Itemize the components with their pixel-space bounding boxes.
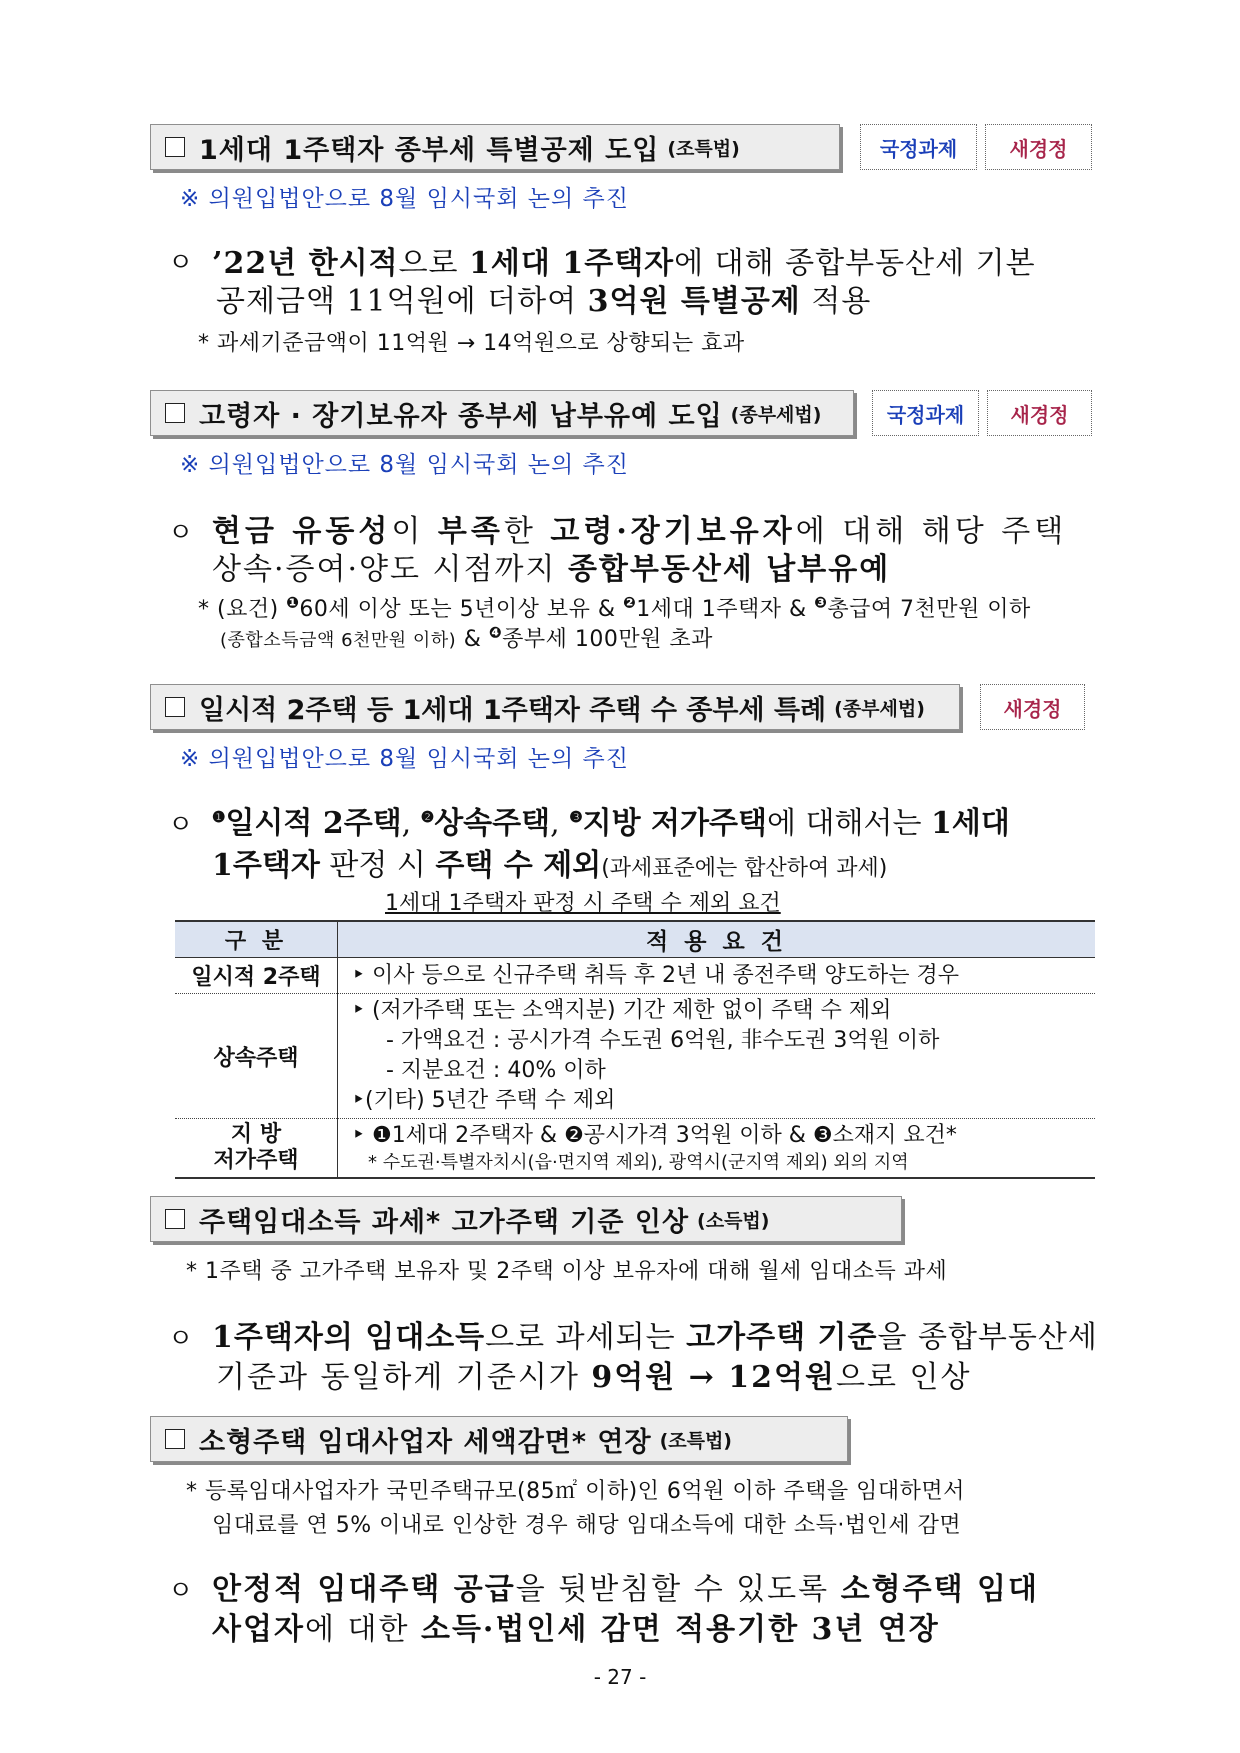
emphasis: 9억원 → 12억원 xyxy=(591,1360,836,1395)
emphasis: 현금 유동성 xyxy=(212,514,392,549)
bullet-icon: ㅇ xyxy=(168,1576,194,1606)
row-items xyxy=(338,994,1096,1119)
emphasis: 사업자 xyxy=(212,1612,305,1647)
row-items xyxy=(338,1119,1096,1179)
text: , xyxy=(401,806,421,841)
table-row xyxy=(175,994,1095,1119)
circled-number: ❷ xyxy=(420,808,435,826)
text: 에 대해 종합부동산세 기본 xyxy=(674,246,1036,281)
text: 에 대한 xyxy=(304,1612,421,1647)
section-note: ※ 의원입법안으로 8월 임시국회 논의 추진 xyxy=(180,746,629,772)
text: 1세대 1주택자 & xyxy=(636,597,815,622)
tag-new-gov: 새경정 xyxy=(980,684,1085,730)
emphasis: 소득·법인세 감면 적용기한 3년 연장 xyxy=(420,1612,940,1647)
checkbox-icon xyxy=(165,1209,185,1229)
row-item: ‣(기타) 5년간 주택 수 제외 xyxy=(352,1088,616,1113)
section-note: ※ 의원입법안으로 8월 임시국회 논의 추진 xyxy=(180,452,629,478)
emphasis: ’22년 한시적 xyxy=(212,246,399,281)
emphasis: 3억원 특별공제 xyxy=(587,284,801,319)
footnote xyxy=(198,592,1031,623)
table-header: 구 분 xyxy=(175,921,338,958)
checkbox-icon xyxy=(165,697,185,717)
table-header: 적 용 요 건 xyxy=(338,921,1096,958)
checkbox-icon xyxy=(165,137,185,157)
row-item: - 지분요건 : 40% 이하 xyxy=(386,1058,606,1083)
section-law: (종부세법) xyxy=(730,403,822,426)
circled-number: ❸ xyxy=(569,808,583,826)
text: & xyxy=(456,627,489,652)
section-title: 주택임대소득 과세* 고가주택 기준 인상 xyxy=(199,1206,690,1238)
emphasis: 종합부동산세 납부유예 xyxy=(567,552,891,587)
text: 한 xyxy=(503,514,551,549)
emphasis: 일시적 2주택 xyxy=(225,806,402,841)
text: 을 종합부동산세 xyxy=(877,1320,1098,1355)
circled-number: ❸ xyxy=(814,593,828,612)
emphasis: 지방 저가주택 xyxy=(582,806,767,841)
page-number: - 27 - xyxy=(593,1665,647,1689)
emphasis: 1세대 xyxy=(930,806,1010,841)
text: 으로 과세되는 xyxy=(485,1320,687,1355)
section-note: 임대료를 연 5% 이내로 인상한 경우 해당 임대소득에 대한 소득·법인세 감면 xyxy=(212,1513,962,1538)
table-row xyxy=(175,1119,1095,1179)
text: 종부세 100만원 초과 xyxy=(502,627,713,652)
text: 으로 xyxy=(398,246,470,281)
section-law: (조특법) xyxy=(667,137,740,160)
body-line xyxy=(216,276,871,320)
row-label: 일시적 2주택 xyxy=(175,958,338,994)
row-item: ‣ (저가주택 또는 소액지분) 기간 제한 없이 주택 수 제외 xyxy=(352,998,892,1023)
text: 적용 xyxy=(800,284,872,319)
section-title: 일시적 2주택 등 1세대 1주택자 주택 수 종부세 특례 xyxy=(199,694,827,726)
text: (종합소득금액 6천만원 이하) xyxy=(220,630,457,651)
emphasis: 1주택자의 임대소득 xyxy=(212,1320,486,1355)
emphasis: 고령·장기보유자 xyxy=(550,514,796,549)
footnote xyxy=(220,622,713,653)
emphasis: 안정적 임대주택 공급 xyxy=(212,1572,516,1607)
text: * (요건) xyxy=(198,597,287,622)
table-row xyxy=(175,958,1095,994)
text: 으로 인상 xyxy=(835,1360,972,1395)
body-line xyxy=(212,798,1010,842)
body-line xyxy=(212,1604,940,1648)
emphasis: 1세대 1주택자 xyxy=(469,246,675,281)
emphasis: 주택 수 제외 xyxy=(435,848,602,883)
circled-number: ❷ xyxy=(623,593,637,612)
section-note: * 등록임대사업자가 국민주택규모(85㎡ 이하)인 6억원 이하 주택을 임대하면서 xyxy=(186,1479,965,1504)
row-label-line: 지 방 xyxy=(230,1122,282,1147)
emphasis: 소형주택 임대 xyxy=(840,1572,1040,1607)
checkbox-icon xyxy=(165,403,185,423)
bullet-icon: ㅇ xyxy=(168,810,194,840)
text: 을 뒷받침할 수 있도록 xyxy=(515,1572,841,1607)
text: 상속·증여·양도 시점까지 xyxy=(212,552,568,587)
exclusion-table xyxy=(175,920,1095,1179)
body-line xyxy=(212,1312,1098,1356)
tag-national-task: 국정과제 xyxy=(872,390,979,436)
emphasis: 고가주택 기준 xyxy=(686,1320,878,1355)
body-line xyxy=(216,1352,971,1396)
text: 판정 시 xyxy=(319,848,436,883)
section-header-4 xyxy=(150,1196,902,1242)
row-item: ‣ ❶1세대 2주택자 & ❷공시가격 3억원 이하 & ❸소재지 요건* xyxy=(352,1123,957,1148)
section-title: 1세대 1주택자 종부세 특별공제 도입 xyxy=(199,134,660,166)
circled-number: ❹ xyxy=(488,623,503,642)
section-header-5 xyxy=(150,1416,848,1462)
row-item: ‣ 이사 등으로 신규주택 취득 후 2년 내 종전주택 양도하는 경우 xyxy=(338,958,1096,994)
table-caption: 1세대 1주택자 판정 시 주택 수 제외 요건 xyxy=(385,891,781,916)
checkbox-icon xyxy=(165,1429,185,1449)
section-note: ※ 의원입법안으로 8월 임시국회 논의 추진 xyxy=(180,186,629,212)
text: 기준과 동일하게 기준시가 xyxy=(216,1360,592,1395)
text: 총급여 7천만원 이하 xyxy=(827,597,1031,622)
row-label xyxy=(175,1119,338,1179)
text: 에 대해서는 xyxy=(766,806,931,841)
circled-number: ❶ xyxy=(286,593,300,612)
text: , xyxy=(550,806,570,841)
text: 공제금액 11억원에 더하여 xyxy=(216,284,588,319)
row-item: * 수도권·특별자치시(읍·면지역 제외), 광역시(군지역 제외) 외의 지역 xyxy=(368,1152,909,1173)
text: 이 xyxy=(391,514,438,549)
section-title: 소형주택 임대사업자 세액감면* 연장 xyxy=(199,1426,652,1458)
section-header-1 xyxy=(150,124,840,170)
emphasis: 부족 xyxy=(437,514,504,549)
footnote: * 과세기준금액이 11억원 → 14억원으로 상향되는 효과 xyxy=(198,331,745,356)
tag-new-gov: 새경정 xyxy=(985,124,1092,170)
section-title: 고령자 · 장기보유자 종부세 납부유예 도입 xyxy=(199,400,723,432)
body-line xyxy=(212,1564,1039,1608)
tag-new-gov: 새경정 xyxy=(987,390,1092,436)
section-law: (소득법) xyxy=(697,1209,770,1232)
body-line xyxy=(212,544,890,588)
row-item: - 가액요건 : 공시가격 수도권 6억원, 非수도권 3억원 이하 xyxy=(386,1028,940,1053)
circled-number: ❶ xyxy=(212,808,226,826)
text: (과세표준에는 합산하여 과세) xyxy=(601,856,888,881)
tag-national-task: 국정과제 xyxy=(860,124,977,170)
section-header-3 xyxy=(150,684,960,730)
section-note: * 1주택 중 고가주택 보유자 및 2주택 이상 보유자에 대해 월세 임대소득 과세 xyxy=(186,1259,948,1284)
section-law: (종부세법) xyxy=(834,697,925,720)
text: 에 대해 해당 주택 xyxy=(795,514,1068,549)
bullet-icon: ㅇ xyxy=(168,1324,194,1354)
text: 60세 이상 또는 5년이상 보유 & xyxy=(299,597,624,622)
body-line xyxy=(212,840,887,884)
bullet-icon: ㅇ xyxy=(168,248,194,278)
section-law: (조특법) xyxy=(659,1429,732,1452)
bullet-icon: ㅇ xyxy=(168,518,194,548)
row-label: 상속주택 xyxy=(175,994,338,1119)
section-header-2 xyxy=(150,390,854,436)
emphasis: 상속주택 xyxy=(434,806,551,841)
emphasis: 1주택자 xyxy=(212,848,320,883)
row-label-line: 저가주택 xyxy=(213,1148,299,1173)
